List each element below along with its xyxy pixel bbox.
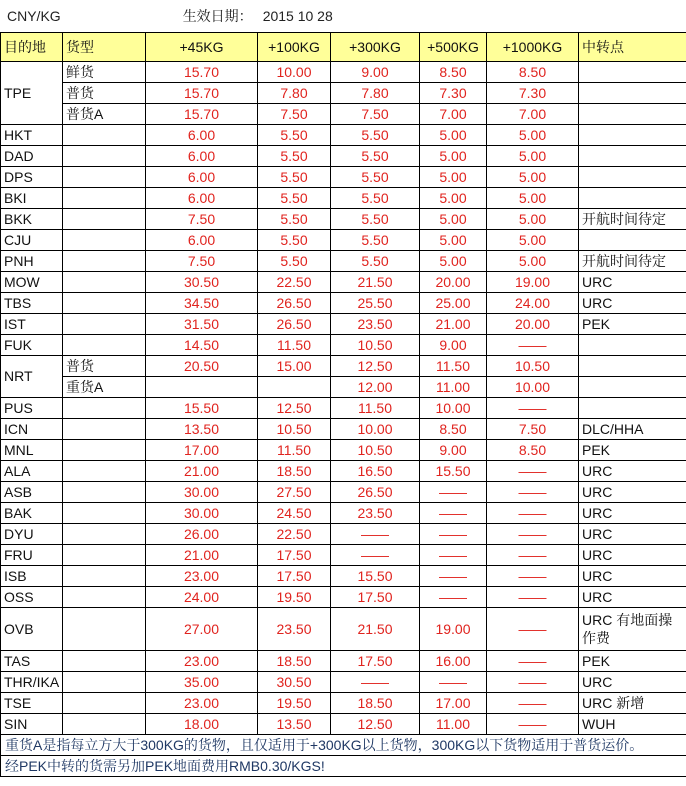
rate-row-tbs [1,293,686,314]
destination-cell: OVB [1,608,63,651]
rate-cell-+300kg: 25.50 [331,293,420,314]
rate-cell-+100kg: 5.50 [258,125,331,146]
rate-cell-+100kg: 11.50 [258,440,331,461]
rate-cell-+100kg: 17.50 [258,545,331,566]
freight-rate-table [0,32,686,777]
rate-cell-+300kg: 21.50 [331,608,420,651]
rate-cell-+1000kg: 5.00 [487,125,579,146]
destination-cell: BKI [1,188,63,209]
rate-cell-+100kg: 17.50 [258,566,331,587]
rate-cell-+45kg: 13.50 [146,419,258,440]
footnote-text-1: 重货A是指每立方大于300KG的货物，且仅适用于+300KG以上货物，300KG以下货物适用于普货运价。 [1,735,686,756]
transit-point-cell [579,230,686,251]
rate-cell-+1000kg: —— [487,482,579,503]
rate-cell-+45kg: 7.50 [146,251,258,272]
rate-cell-+1000kg: 19.00 [487,272,579,293]
rate-row-tpe [1,62,686,83]
cargo-type-cell [63,125,146,146]
rate-cell-+500kg: —— [420,672,487,693]
rate-cell-+45kg: 23.00 [146,566,258,587]
rate-row-tse [1,693,686,714]
destination-cell: MNL [1,440,63,461]
rate-cell-+500kg: —— [420,566,487,587]
destination-cell: OSS [1,587,63,608]
rate-cell-+500kg: 5.00 [420,251,487,272]
cargo-type-cell [63,503,146,524]
rate-row-bkk [1,209,686,230]
rate-cell-+500kg: 5.00 [420,146,487,167]
transit-point-cell: URC [579,272,686,293]
cargo-type-cell [63,566,146,587]
rate-cell-+300kg: 5.50 [331,188,420,209]
rate-cell-+45kg: 34.50 [146,293,258,314]
rate-cell-+300kg: 12.50 [331,356,420,377]
cargo-type-cell [63,230,146,251]
rate-row-asb [1,482,686,503]
rate-cell-+45kg: 15.50 [146,398,258,419]
cargo-type-cell: 重货A [63,377,146,398]
rate-cell-+45kg: 20.50 [146,356,258,377]
transit-point-cell: URC [579,503,686,524]
rate-cell-+300kg: 23.50 [331,503,420,524]
destination-cell: DYU [1,524,63,545]
rate-row-dad [1,146,686,167]
rate-cell-+1000kg: —— [487,714,579,735]
rate-cell-+500kg: 16.00 [420,651,487,672]
rate-row-sin [1,714,686,735]
rate-cell-+45kg: 6.00 [146,230,258,251]
column-header-4: +100KG [258,33,331,62]
transit-point-cell: URC [579,482,686,503]
cargo-type-cell [63,608,146,651]
rate-cell-+45kg: 6.00 [146,125,258,146]
rate-cell-+45kg: 18.00 [146,714,258,735]
transit-point-cell: 开航时间待定 [579,209,686,230]
rate-cell-+1000kg: —— [487,608,579,651]
rate-cell-+100kg: 19.50 [258,587,331,608]
transit-point-cell: URC 有地面操作费 [579,608,686,651]
rate-cell-+45kg: 30.00 [146,482,258,503]
rate-cell-+45kg: 23.00 [146,651,258,672]
destination-cell: ISB [1,566,63,587]
destination-cell: THR/IKA [1,672,63,693]
cargo-type-cell [63,419,146,440]
column-header-6: +500KG [420,33,487,62]
transit-point-cell: 开航时间待定 [579,251,686,272]
cargo-type-cell [63,209,146,230]
destination-cell: PNH [1,251,63,272]
rate-cell-+300kg: 26.50 [331,482,420,503]
rate-cell-+1000kg: —— [487,398,579,419]
rate-cell-+500kg: 7.30 [420,83,487,104]
rate-cell-+300kg: 7.50 [331,104,420,125]
transit-point-cell: PEK [579,440,686,461]
cargo-type-cell: 普货 [63,356,146,377]
rate-cell-+100kg: 12.50 [258,398,331,419]
rate-cell-+45kg: 31.50 [146,314,258,335]
transit-point-cell: URC [579,461,686,482]
transit-point-cell [579,167,686,188]
rate-cell-+300kg: 5.50 [331,251,420,272]
rate-cell-+500kg: 20.00 [420,272,487,293]
rate-cell-+300kg: 12.00 [331,377,420,398]
rate-cell-+300kg: 10.50 [331,440,420,461]
rate-cell-+500kg: 5.00 [420,167,487,188]
destination-cell: HKT [1,125,63,146]
rate-cell-+300kg: 17.50 [331,587,420,608]
transit-point-cell [579,146,686,167]
rate-cell-+300kg: 11.50 [331,398,420,419]
rate-cell-+1000kg: 5.00 [487,230,579,251]
rate-cell-+300kg: —— [331,672,420,693]
transit-point-cell [579,335,686,356]
cargo-type-cell [63,461,146,482]
destination-cell: NRT [1,356,63,398]
rate-cell-+45kg: 6.00 [146,167,258,188]
rate-cell-+500kg: 15.50 [420,461,487,482]
destination-cell: CJU [1,230,63,251]
column-header-1: 目的地 [1,33,63,62]
rate-cell-+1000kg: —— [487,335,579,356]
rate-cell-+100kg: 15.00 [258,356,331,377]
rate-row-isb [1,566,686,587]
rate-cell-+500kg: 10.00 [420,398,487,419]
rate-cell-+1000kg: 7.50 [487,419,579,440]
rate-row-pus [1,398,686,419]
rate-cell-+300kg: 15.50 [331,566,420,587]
cargo-type-cell [63,314,146,335]
cargo-type-cell [63,545,146,566]
rate-cell-+500kg: 9.00 [420,440,487,461]
cargo-type-cell [63,587,146,608]
rate-row-dps [1,167,686,188]
rate-cell-+500kg: 8.50 [420,419,487,440]
rate-cell-+1000kg: —— [487,693,579,714]
destination-cell: DPS [1,167,63,188]
transit-point-cell [579,62,686,83]
destination-cell: TSE [1,693,63,714]
rate-cell-+500kg: 11.00 [420,714,487,735]
rate-cell-+100kg: 23.50 [258,608,331,651]
rate-cell-+45kg [146,377,258,398]
transit-point-cell [579,83,686,104]
rate-cell-+45kg: 27.00 [146,608,258,651]
column-header-8: 中转点 [579,33,686,62]
rate-cell-+100kg: 18.50 [258,461,331,482]
rate-cell-+500kg: 5.00 [420,230,487,251]
rate-cell-+45kg: 6.00 [146,146,258,167]
rate-cell-+300kg: 7.80 [331,83,420,104]
rate-cell-+300kg: 5.50 [331,209,420,230]
rate-cell-+45kg: 21.00 [146,461,258,482]
rate-cell-+1000kg: —— [487,461,579,482]
rate-cell-+300kg: —— [331,545,420,566]
rate-cell-+45kg: 30.00 [146,503,258,524]
cargo-type-cell [63,440,146,461]
rate-cell-+300kg: 12.50 [331,714,420,735]
transit-point-cell: URC [579,293,686,314]
destination-cell: ASB [1,482,63,503]
rate-row-mow [1,272,686,293]
transit-point-cell [579,398,686,419]
rate-cell-+500kg: —— [420,545,487,566]
transit-point-cell [579,377,686,398]
rate-cell-+100kg: 26.50 [258,293,331,314]
destination-cell: ALA [1,461,63,482]
rate-cell-+1000kg: 20.00 [487,314,579,335]
rate-cell-+1000kg: —— [487,587,579,608]
rate-row-hkt [1,125,686,146]
rate-cell-+500kg: 21.00 [420,314,487,335]
transit-point-cell: URC [579,545,686,566]
rate-cell-+100kg: 13.50 [258,714,331,735]
effective-date-value: 2015 10 28 [262,8,333,24]
rate-cell-+300kg: 9.00 [331,62,420,83]
transit-point-cell: PEK [579,314,686,335]
rate-cell-+45kg: 24.00 [146,587,258,608]
rate-cell-+1000kg: 8.50 [487,440,579,461]
rate-cell-+100kg: 5.50 [258,209,331,230]
rate-cell-+45kg: 15.70 [146,62,258,83]
rate-row-cont [1,377,686,398]
rate-cell-+45kg: 6.00 [146,188,258,209]
rate-cell-+100kg: 24.50 [258,503,331,524]
destination-cell: SIN [1,714,63,735]
rate-cell-+1000kg: 10.00 [487,377,579,398]
cargo-type-cell [63,672,146,693]
transit-point-cell: URC [579,587,686,608]
cargo-type-cell [63,651,146,672]
rate-row-bki [1,188,686,209]
transit-point-cell: URC [579,566,686,587]
rate-row-cont [1,83,686,104]
rate-cell-+100kg: 5.50 [258,167,331,188]
rate-row-thr-ika [1,672,686,693]
rate-row-fuk [1,335,686,356]
rate-cell-+45kg: 14.50 [146,335,258,356]
transit-point-cell: URC [579,524,686,545]
rate-cell-+500kg: —— [420,524,487,545]
table-header-row [1,33,686,62]
column-header-2: 货型 [63,33,146,62]
effective-date-label: 生效日期： [182,8,253,24]
rate-cell-+45kg: 7.50 [146,209,258,230]
transit-point-cell: DLC/HHA [579,419,686,440]
rate-cell-+1000kg: —— [487,524,579,545]
rate-row-cju [1,230,686,251]
transit-point-cell [579,356,686,377]
destination-cell: PUS [1,398,63,419]
rate-row-tas [1,651,686,672]
cargo-type-cell [63,251,146,272]
rate-cell-+1000kg: 7.00 [487,104,579,125]
destination-cell: IST [1,314,63,335]
rate-cell-+100kg: 10.00 [258,62,331,83]
rate-cell-+45kg: 23.00 [146,693,258,714]
rate-row-dyu [1,524,686,545]
cargo-type-cell [63,524,146,545]
rate-cell-+100kg: 5.50 [258,230,331,251]
currency-unit-label: CNY/KG [7,8,61,24]
rate-cell-+45kg: 21.00 [146,545,258,566]
rate-cell-+100kg: 7.80 [258,83,331,104]
transit-point-cell [579,125,686,146]
destination-cell: BAK [1,503,63,524]
rate-row-mnl [1,440,686,461]
rate-cell-+100kg: 10.50 [258,419,331,440]
cargo-type-cell [63,714,146,735]
destination-cell: BKK [1,209,63,230]
rate-cell-+100kg: 26.50 [258,314,331,335]
rate-cell-+300kg: 21.50 [331,272,420,293]
cargo-type-cell [63,188,146,209]
rate-cell-+500kg: 5.00 [420,188,487,209]
sheet-topbar [0,0,686,32]
rate-cell-+45kg: 30.50 [146,272,258,293]
rate-cell-+100kg: 5.50 [258,251,331,272]
rate-row-ovb [1,608,686,651]
footnote-text-2: 经PEK中转的货需另加PEK地面费用RMB0.30/KGS! [1,756,686,777]
cargo-type-cell: 普货 [63,83,146,104]
rate-cell-+1000kg: 5.00 [487,251,579,272]
rate-cell-+500kg: 7.00 [420,104,487,125]
rate-cell-+300kg: 5.50 [331,125,420,146]
rate-cell-+100kg: 30.50 [258,672,331,693]
rate-cell-+500kg: 25.00 [420,293,487,314]
rate-cell-+500kg: 8.50 [420,62,487,83]
rate-cell-+300kg: 16.50 [331,461,420,482]
transit-point-cell: URC [579,672,686,693]
rate-row-pnh [1,251,686,272]
rate-cell-+1000kg: —— [487,566,579,587]
rate-cell-+300kg: 17.50 [331,651,420,672]
rate-cell-+1000kg: 24.00 [487,293,579,314]
cargo-type-cell [63,146,146,167]
rate-cell-+1000kg: —— [487,651,579,672]
destination-cell: TBS [1,293,63,314]
rate-cell-+100kg: 22.50 [258,272,331,293]
rate-row-nrt [1,356,686,377]
rate-cell-+1000kg: 10.50 [487,356,579,377]
destination-cell: MOW [1,272,63,293]
destination-cell: TAS [1,651,63,672]
rate-row-cont [1,104,686,125]
cargo-type-cell [63,693,146,714]
rate-cell-+100kg [258,377,331,398]
column-header-3: +45KG [146,33,258,62]
cargo-type-cell [63,167,146,188]
transit-point-cell: WUH [579,714,686,735]
destination-cell: DAD [1,146,63,167]
cargo-type-cell [63,335,146,356]
transit-point-cell: PEK [579,651,686,672]
rate-cell-+45kg: 26.00 [146,524,258,545]
cargo-type-cell [63,398,146,419]
rate-cell-+500kg: 5.00 [420,125,487,146]
footnote-row-1 [1,735,686,756]
rate-cell-+100kg: 5.50 [258,146,331,167]
rate-cell-+500kg: 17.00 [420,693,487,714]
rate-cell-+45kg: 15.70 [146,83,258,104]
transit-point-cell [579,188,686,209]
destination-cell: FRU [1,545,63,566]
cargo-type-cell: 普货A [63,104,146,125]
rate-cell-+1000kg: —— [487,545,579,566]
rate-cell-+500kg: 5.00 [420,209,487,230]
destination-cell: FUK [1,335,63,356]
rate-cell-+1000kg: 5.00 [487,167,579,188]
rate-cell-+100kg: 18.50 [258,651,331,672]
rate-cell-+500kg: —— [420,503,487,524]
rate-cell-+300kg: 10.50 [331,335,420,356]
destination-cell: ICN [1,419,63,440]
rate-cell-+300kg: 5.50 [331,146,420,167]
rate-cell-+1000kg: —— [487,503,579,524]
rate-cell-+45kg: 15.70 [146,104,258,125]
column-header-5: +300KG [331,33,420,62]
rate-row-oss [1,587,686,608]
rate-cell-+500kg: 11.50 [420,356,487,377]
rate-row-icn [1,419,686,440]
rate-cell-+300kg: 5.50 [331,230,420,251]
cargo-type-cell [63,293,146,314]
transit-point-cell: URC 新增 [579,693,686,714]
destination-cell: TPE [1,62,63,125]
rate-cell-+1000kg: 7.30 [487,83,579,104]
rate-row-bak [1,503,686,524]
rate-cell-+300kg: 5.50 [331,167,420,188]
rate-cell-+45kg: 17.00 [146,440,258,461]
footnote-row-2 [1,756,686,777]
rate-cell-+500kg: 11.00 [420,377,487,398]
rate-cell-+1000kg: 5.00 [487,209,579,230]
rate-cell-+500kg: —— [420,587,487,608]
cargo-type-cell [63,482,146,503]
rate-cell-+100kg: 11.50 [258,335,331,356]
rate-cell-+100kg: 7.50 [258,104,331,125]
column-header-7: +1000KG [487,33,579,62]
rate-cell-+300kg: 10.00 [331,419,420,440]
rate-cell-+1000kg: 5.00 [487,146,579,167]
rate-cell-+1000kg: —— [487,672,579,693]
transit-point-cell [579,104,686,125]
rate-cell-+500kg: 19.00 [420,608,487,651]
rate-row-ist [1,314,686,335]
rate-row-ala [1,461,686,482]
rate-cell-+300kg: 23.50 [331,314,420,335]
rate-cell-+100kg: 27.50 [258,482,331,503]
cargo-type-cell: 鲜货 [63,62,146,83]
rate-cell-+100kg: 19.50 [258,693,331,714]
rate-cell-+300kg: —— [331,524,420,545]
rate-cell-+500kg: —— [420,482,487,503]
rate-cell-+45kg: 35.00 [146,672,258,693]
rate-cell-+1000kg: 8.50 [487,62,579,83]
rate-cell-+100kg: 22.50 [258,524,331,545]
rate-cell-+100kg: 5.50 [258,188,331,209]
rate-cell-+300kg: 18.50 [331,693,420,714]
cargo-type-cell [63,272,146,293]
rate-row-fru [1,545,686,566]
rate-cell-+500kg: 9.00 [420,335,487,356]
rate-cell-+1000kg: 5.00 [487,188,579,209]
